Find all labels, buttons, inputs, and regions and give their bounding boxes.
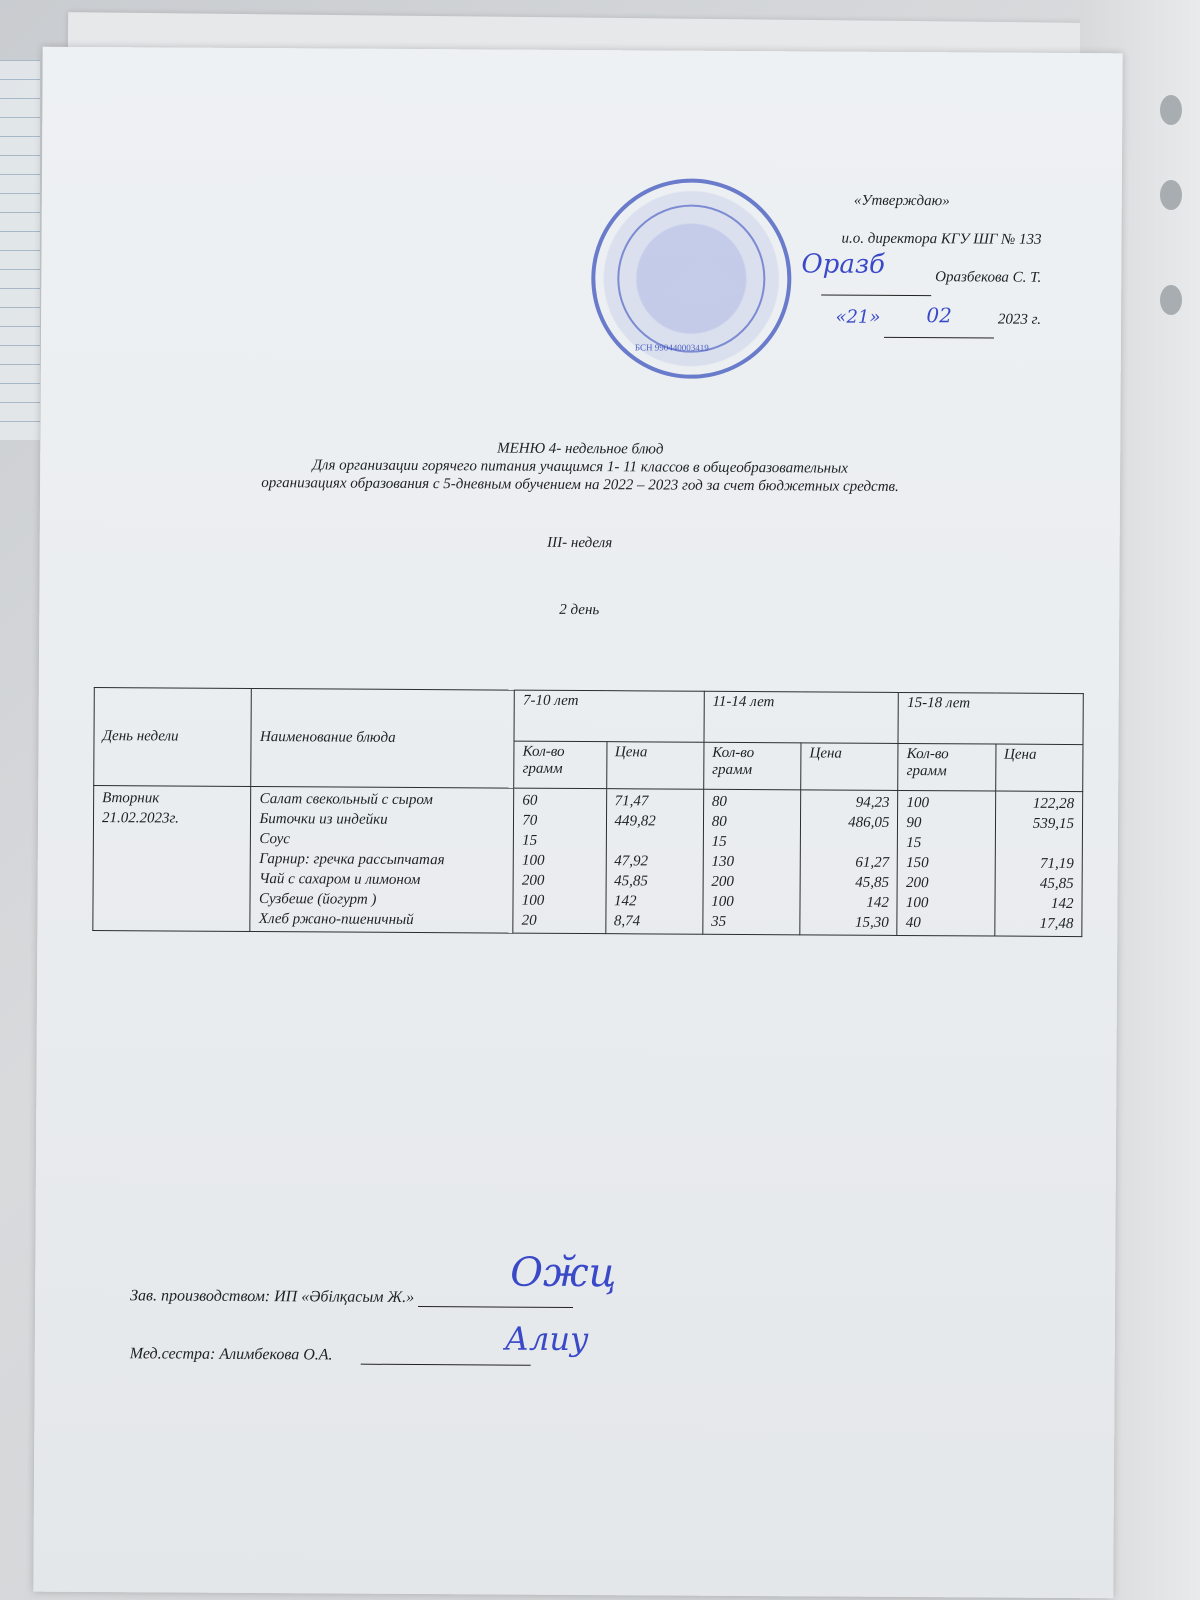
date-day: «21»: [835, 306, 881, 328]
dish-item: Гарнир: гречка рассыпчатая: [259, 851, 445, 869]
qty-value: 35: [711, 913, 727, 930]
signature-line: [360, 1364, 530, 1366]
price-value: 71,19: [1039, 855, 1074, 873]
price-value: 122,28: [1032, 795, 1075, 813]
price-value: 71,47: [614, 793, 649, 810]
cell-price-15-18: [994, 791, 1082, 937]
cell-qty-7-10: [513, 788, 606, 934]
nurse-line: [130, 1345, 531, 1365]
qty-value: 80: [711, 793, 727, 810]
price-value: 539,15: [1032, 815, 1075, 833]
signature-line: [418, 1306, 573, 1308]
menu-document: [33, 47, 1122, 1599]
header-qty: Кол-во грамм: [704, 742, 802, 790]
punch-hole: [1160, 95, 1182, 125]
nurse-label: Мед.сестра: Алимбекова О.А.: [129, 1345, 333, 1364]
dish-item: Чай с сахаром и лимоном: [259, 871, 421, 889]
director-signature: Оразб: [801, 249, 886, 280]
qty-value: 100: [711, 893, 734, 910]
qty-value: 15: [522, 832, 538, 849]
menu-table: [92, 687, 1083, 937]
cell-day: [93, 786, 251, 932]
qty-value: 200: [711, 873, 735, 890]
header-dish-name: Наименование блюда: [251, 689, 514, 789]
table-row: [93, 786, 1083, 937]
nurse-signature: Алиу: [504, 1319, 589, 1359]
price-value: 45,85: [1039, 875, 1074, 893]
cell-qty-11-14: [703, 789, 801, 935]
price-value: 142: [614, 893, 637, 910]
price-value: 142: [1050, 895, 1074, 913]
dish-item: Сузбеше (йогурт ): [258, 891, 377, 908]
header-price: Цена: [995, 744, 1083, 792]
date-year: 2023 г.: [997, 311, 1042, 328]
qty-value: 40: [905, 915, 921, 932]
price-value: 17,48: [1039, 915, 1074, 933]
qty-value: 70: [522, 812, 538, 829]
table-header-row: [94, 688, 1083, 745]
dish-item: Хлеб ржано-пшеничный: [258, 911, 414, 928]
heading-subtitle-1: Для организации горячего питания учащимся 1- 11 классов в общеобразовательных: [312, 457, 848, 477]
week-label: III- неделя: [547, 534, 613, 552]
date-month: 02: [926, 303, 952, 328]
qty-value: 20: [521, 912, 537, 929]
header-group-11-14: 11-14 лет: [704, 691, 899, 743]
qty-value: 100: [905, 895, 929, 912]
qty-value: 15: [906, 835, 922, 852]
approval-name: Оразбекова С. Т.: [935, 269, 1042, 286]
price-value: 61,27: [855, 854, 890, 871]
approval-title: «Утверждаю»: [853, 192, 950, 210]
header-day-of-week: День недели: [94, 688, 252, 787]
cell-price-11-14: [800, 790, 898, 936]
qty-value: 100: [521, 892, 545, 909]
document-heading: [40, 437, 1120, 498]
punch-hole: [1160, 180, 1182, 210]
approval-date: [601, 294, 1041, 335]
header-price: Цена: [606, 742, 704, 790]
dish-item: Салат свекольный с сыром: [259, 791, 433, 809]
qty-value: 60: [522, 792, 538, 809]
qty-value: 200: [905, 875, 929, 892]
heading-title: МЕНЮ 4- недельное блюд: [497, 440, 664, 458]
price-value: 8,74: [613, 913, 641, 930]
stamp-text: БСН 990440003419: [634, 342, 709, 353]
price-value: 47,92: [614, 853, 649, 870]
qty-value: 200: [521, 872, 545, 889]
header-qty: Кол-во грамм: [898, 743, 996, 791]
price-value: 94,23: [855, 794, 890, 811]
day-label: 2 день: [559, 601, 600, 619]
cell-dishes: [250, 787, 514, 934]
qty-value: 90: [906, 815, 922, 832]
price-value: 45,85: [614, 873, 648, 890]
qty-value: 15: [711, 833, 727, 850]
background-notebook: [0, 60, 40, 440]
price-value: 449,82: [614, 813, 656, 830]
qty-value: 130: [711, 853, 735, 870]
dish-item: Биточки из индейки: [259, 811, 388, 828]
price-value: [809, 832, 889, 852]
dish-item: Соус: [259, 831, 291, 848]
qty-value: 100: [521, 852, 545, 869]
qty-value: 100: [906, 795, 930, 812]
qty-value: 150: [906, 855, 929, 872]
header-group-7-10: 7-10 лет: [514, 690, 704, 742]
production-head-label: Зав. производством: ИП «Әбілқасым Ж.»: [130, 1287, 415, 1307]
price-value: 15,30: [854, 914, 889, 931]
heading-subtitle-2: организациях образования с 5-дневным обучением на 2022 – 2023 год за счет бюджетных средств.: [261, 475, 899, 495]
price-value: [614, 831, 694, 851]
date-month-line: [884, 296, 994, 339]
header-group-15-18: 15-18 лет: [898, 692, 1083, 744]
price-value: 142: [866, 894, 889, 911]
header-price: Цена: [801, 743, 899, 791]
price-value: 45,85: [855, 874, 890, 891]
approval-position: и.о. директора КГУ ШГ № 133: [841, 230, 1042, 248]
header-qty: Кол-во грамм: [514, 741, 607, 789]
production-head-line: [130, 1287, 573, 1308]
qty-value: 80: [711, 813, 727, 830]
cell-price-7-10: [605, 789, 703, 935]
production-head-signature: Оӂц: [510, 1249, 617, 1297]
day-name: Вторник: [102, 790, 160, 807]
price-value: 486,05: [848, 814, 890, 831]
price-value: [1003, 834, 1073, 854]
cell-qty-15-18: [897, 790, 995, 936]
day-date: 21.02.2023г.: [101, 810, 179, 827]
punch-hole: [1160, 285, 1182, 315]
